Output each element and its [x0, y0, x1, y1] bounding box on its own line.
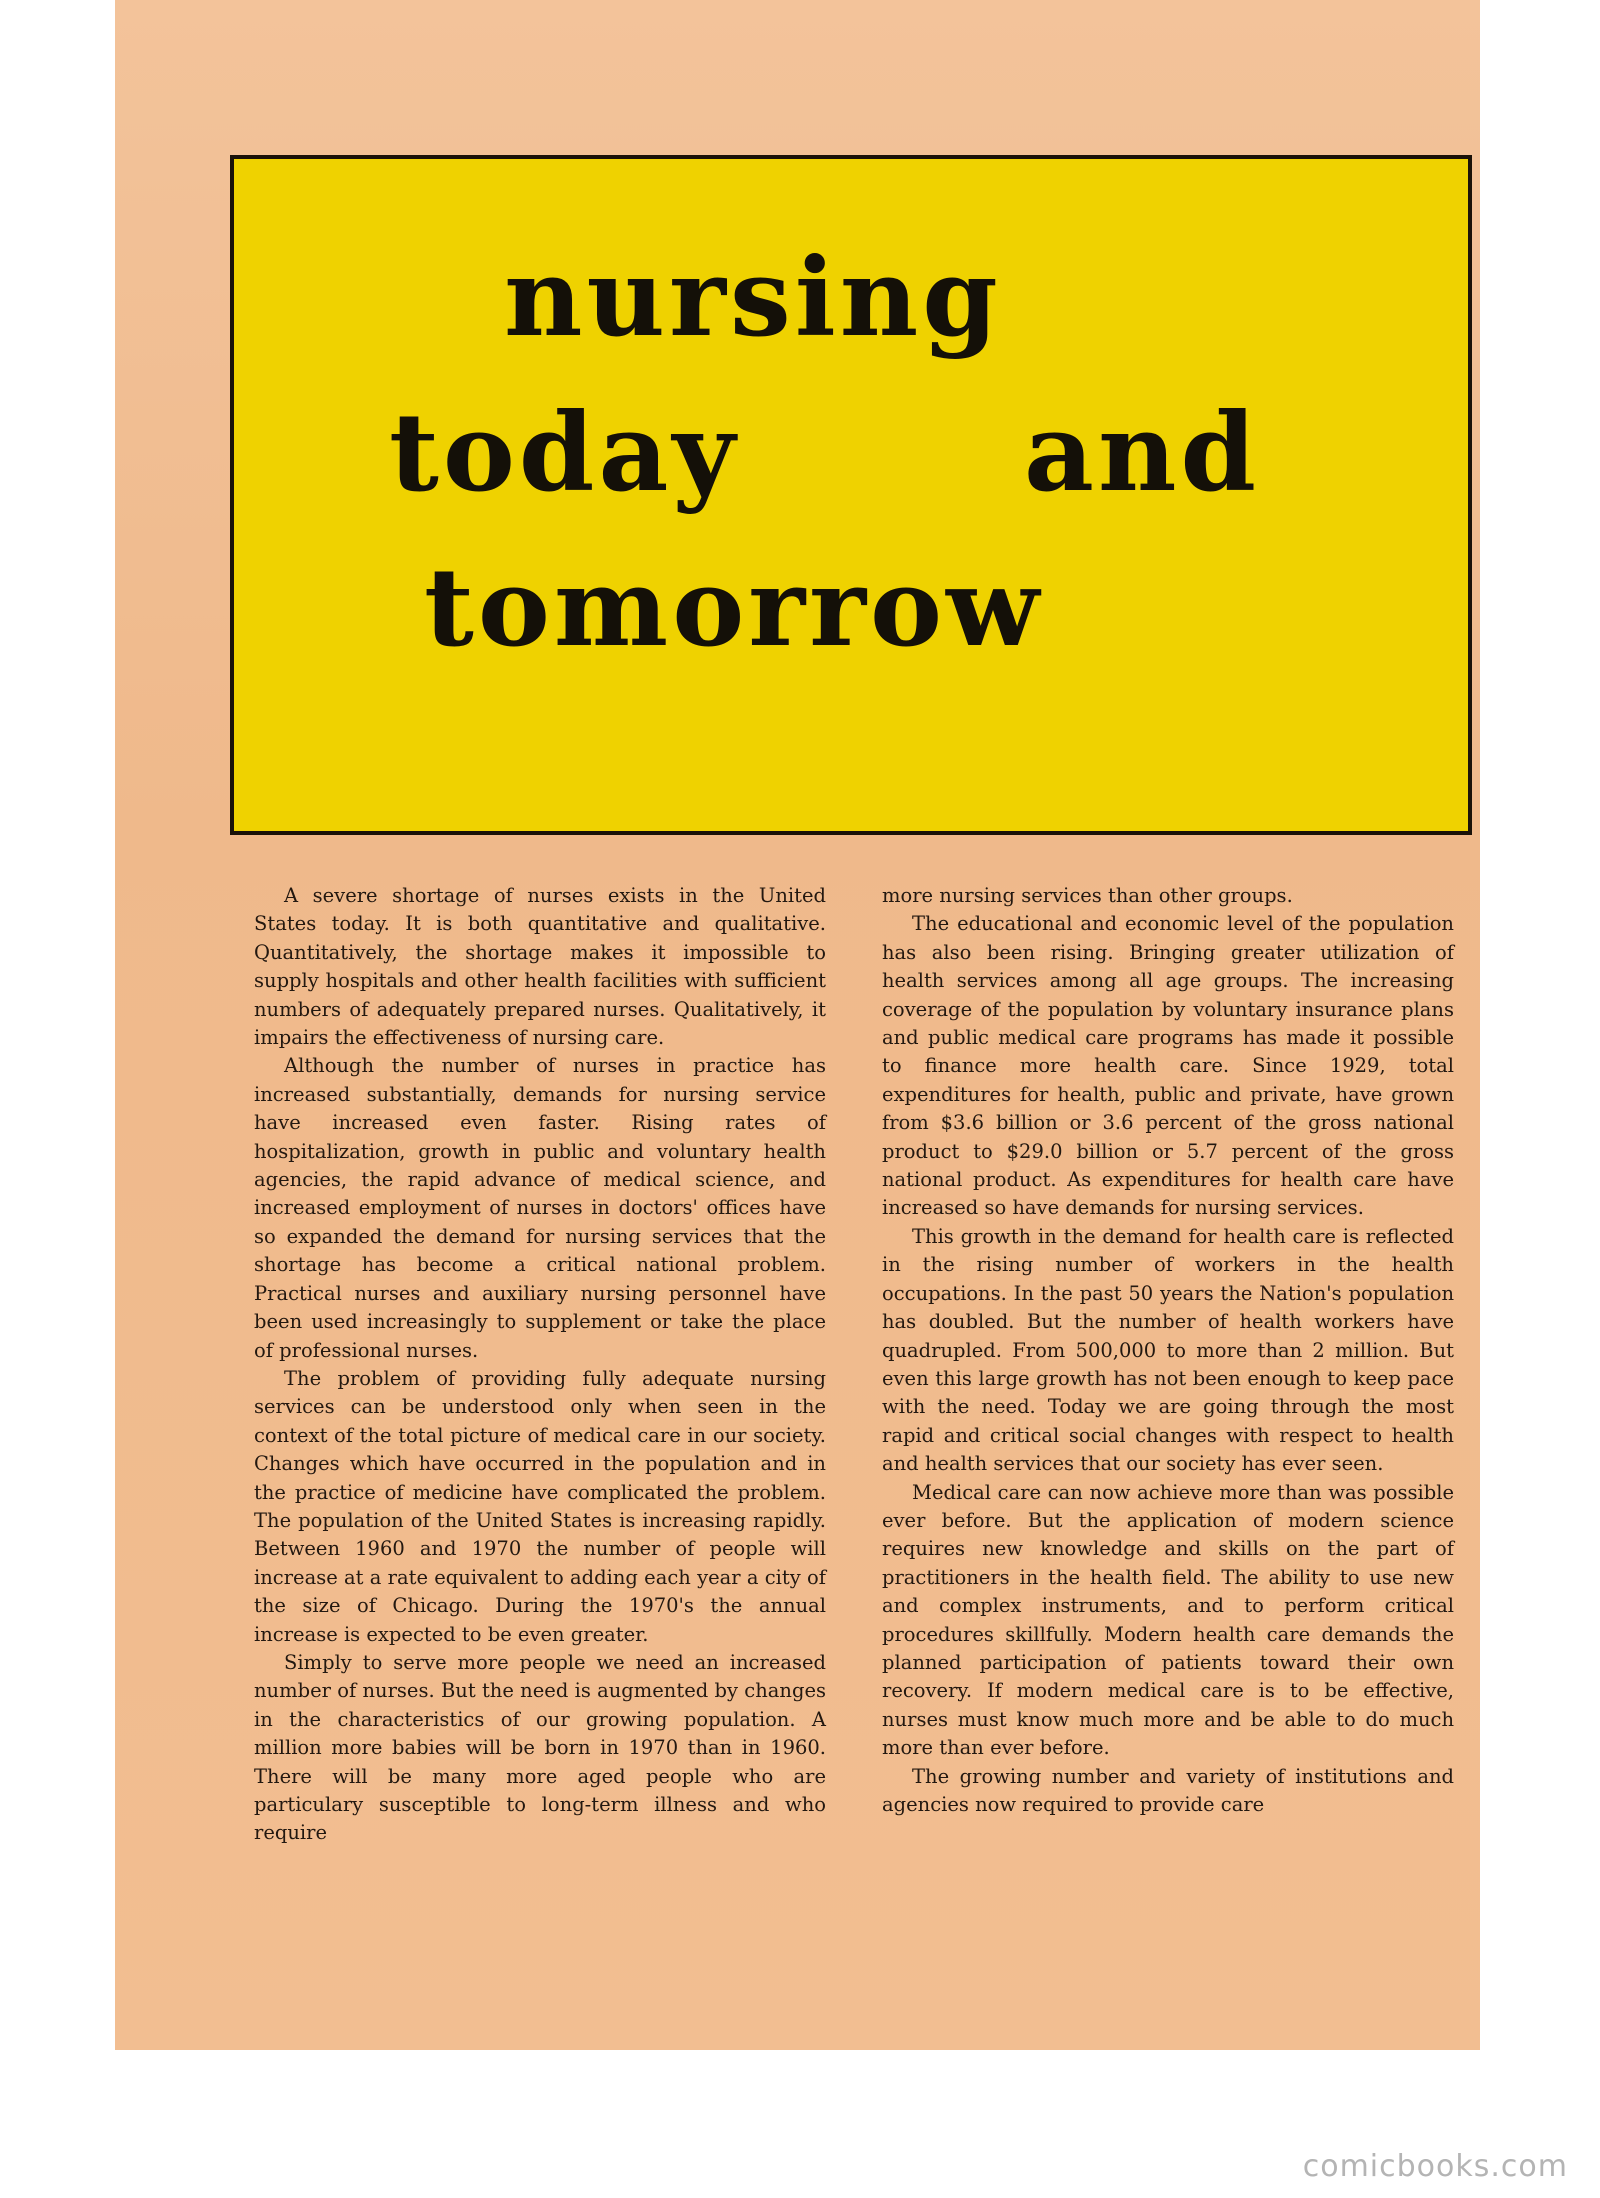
- paragraph: This growth in the demand for health care is reflected in the rising number of workers in the health occupations. In the past 50 years the Nation's population has doubled. But the number of health workers have quadrupled. From 500,000 to more than 2 million. But even this large growth has not been enough to keep pace with the need. Today we are going through the most rapid and critical social changes with respect to health and health services that our society has ever seen.: [882, 1224, 1454, 1476]
- article-column-left: [254, 882, 826, 1848]
- title-line-2-right: and: [1024, 390, 1261, 516]
- article-column-right: [882, 882, 1454, 1819]
- title-line-2-left: today: [389, 390, 740, 516]
- paragraph: A severe shortage of nurses exists in the United States today. It is both quantitative and qualitative. Quantitatively, the shortage makes it impossible to supply hospitals and other health facilities with sufficient numbers of adequately prepared nurses. Qualitatively, it impairs the effectiveness of nursing care.: [254, 884, 826, 1050]
- paragraph: The educational and economic level of the population has also been rising. Bringing greater utilization of health services among all age groups. The increasing coverage of the population by voluntary insurance plans and public medical care programs has made it possible to finance more health care. Since 1929, total expenditures for health, public and private, have grown from $3.6 billion or 3.6 percent of the gross national product to $29.0 billion or 5.7 percent of the gross national product. As expenditures for health care have increased so have demands for nursing services.: [882, 912, 1454, 1220]
- paragraph: The growing number and variety of institutions and agencies now required to provide care: [882, 1764, 1454, 1816]
- title-banner: [230, 155, 1472, 835]
- paragraph: Medical care can now achieve more than was possible ever before. But the application of modern science requires new knowledge and skills on the part of practitioners in the health field. The ability to use new and complex instruments, and to perform critical procedures skillfully. Modern health care demands the planned participation of patients toward their own recovery. If modern medical care is to be effective, nurses must know much more and be able to do much more than ever before.: [882, 1480, 1454, 1760]
- watermark: comicbooks.com: [1302, 2149, 1568, 2184]
- paragraph-continued: more nursing services than other groups.: [882, 884, 1293, 907]
- paragraph: Simply to serve more people we need an increased number of nurses. But the need is augmented by changes in the characteristics of our growing population. A million more babies will be born in 1970 than in 1960. There will be many more aged people who are particulary susceptible to long-term illness and who require: [254, 1650, 826, 1845]
- title-line-1: nursing: [504, 235, 1002, 361]
- paragraph: Although the number of nurses in practice has increased substantially, demands for nursing service have increased even faster. Rising rates of hospitalization, growth in public and voluntary health agencies, the rapid advance of medical science, and increased employment of nurses in doctors' offices have so expanded the demand for nursing services that the shortage has become a critical national problem. Practical nurses and auxiliary nursing personnel have been used increasingly to supplement or take the place of professional nurses.: [254, 1054, 826, 1362]
- paragraph: The problem of providing fully adequate nursing services can be understood only when seen in the context of the total picture of medical care in our society. Changes which have occurred in the population and in the practice of medicine have complicated the problem. The population of the United States is increasing rapidly. Between 1960 and 1970 the number of people will increase at a rate equivalent to adding each year a city of the size of Chicago. During the 1970's the annual increase is expected to be even greater.: [254, 1366, 826, 1646]
- title-line-3: tomorrow: [424, 545, 1044, 671]
